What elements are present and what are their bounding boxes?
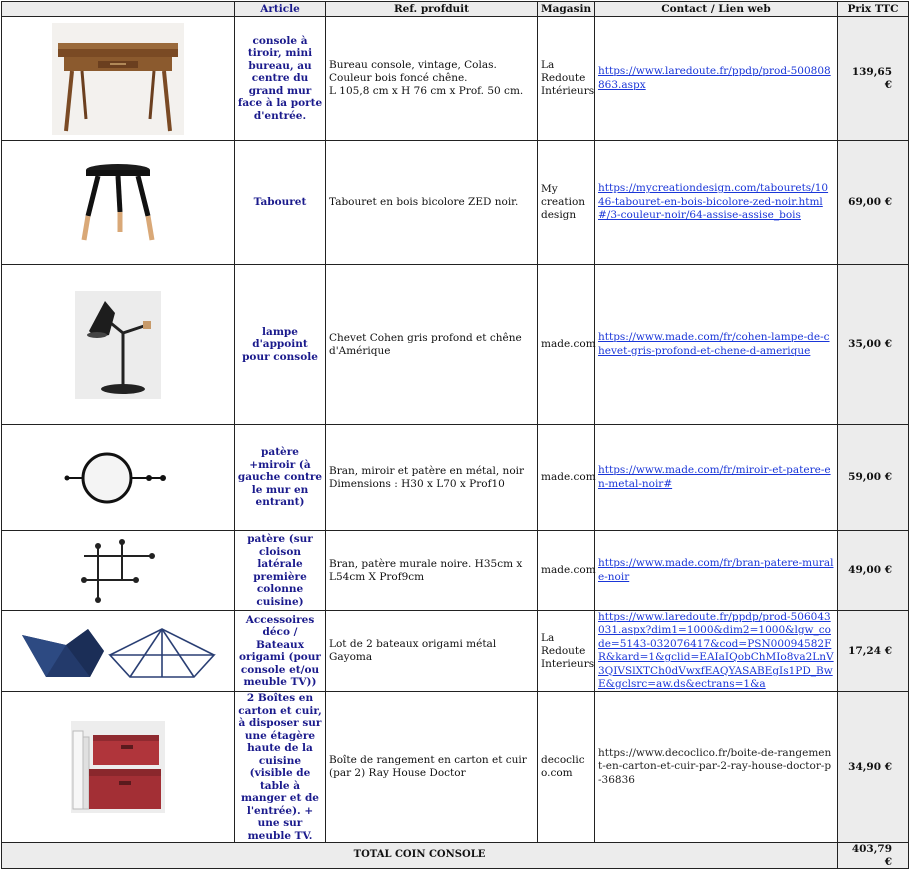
total-label: TOTAL COIN CONSOLE bbox=[2, 843, 838, 869]
header-row bbox=[2, 2, 909, 17]
link-cell bbox=[595, 692, 838, 843]
product-ref bbox=[326, 17, 538, 141]
product-link[interactable]: https://www.made.com/fr/miroir-et-patere-en-metal-noir# bbox=[598, 464, 831, 490]
link-cell bbox=[595, 17, 838, 141]
shop-name: made.com bbox=[538, 531, 595, 611]
article-label: Tabouret bbox=[235, 141, 326, 265]
link-cell bbox=[595, 425, 838, 531]
product-link[interactable]: https://www.made.com/fr/bran-patere-murale-noir bbox=[598, 557, 834, 583]
desk-lamp-icon bbox=[75, 291, 161, 399]
product-link[interactable]: https://www.made.com/fr/cohen-lampe-de-chevet-gris-profond-et-chene-d-amerique bbox=[598, 331, 830, 357]
product-image-cell bbox=[2, 265, 235, 425]
shop-name: My creation design bbox=[538, 141, 595, 265]
table-row bbox=[2, 692, 909, 843]
table-row bbox=[2, 611, 909, 692]
product-ref bbox=[326, 425, 538, 531]
article-label: patère (sur cloison latérale première colonne cuisine) bbox=[235, 531, 326, 611]
product-image-cell bbox=[2, 141, 235, 265]
table-row bbox=[2, 265, 909, 425]
price-cell: 49,00 € bbox=[838, 531, 909, 611]
article-label: patère +miroir (à gauche contre le mur en entrant) bbox=[235, 425, 326, 531]
article-label: lampe d'appoint pour console bbox=[235, 265, 326, 425]
price-cell: 35,00 € bbox=[838, 265, 909, 425]
product-image-cell bbox=[2, 611, 235, 692]
table-row bbox=[2, 425, 909, 531]
product-ref: Chevet Cohen gris profond et chêne d'Amérique bbox=[326, 265, 538, 425]
origami-boats-icon bbox=[18, 621, 218, 681]
header-image bbox=[2, 2, 235, 17]
console-desk-icon bbox=[52, 23, 184, 135]
product-link[interactable]: https://mycreationdesign.com/tabourets/1046-tabouret-en-bois-bicolore-zed-noir.html#/3-couleur-noir/64-assise-assise_bois bbox=[598, 182, 829, 222]
shop-name: made.com bbox=[538, 265, 595, 425]
product-ref-text: Bureau console, vintage, Colas. Couleur bois foncé chêne. L 105,8 cm x H 76 cm x Prof. 50 cm. bbox=[329, 59, 524, 97]
product-ref-text: Bran, miroir et patère en métal, noir Dimensions : H30 x L70 x Prof10 bbox=[329, 464, 525, 490]
shop-name: La Redoute Intérieurs bbox=[538, 17, 595, 141]
products-table bbox=[1, 1, 909, 869]
price-cell: 69,00 € bbox=[838, 141, 909, 265]
product-ref: Boîte de rangement en carton et cuir (par 2) Ray House Doctor bbox=[326, 692, 538, 843]
total-row bbox=[2, 843, 909, 869]
link-clip bbox=[598, 611, 834, 691]
price-cell: 139,65 € bbox=[838, 17, 909, 141]
product-link[interactable]: https://www.laredoute.fr/ppdp/prod-506043031.aspx?dim1=1000&dim2=1000&lgw_code=5143-032076417&cod=PSN00094582FR&kard=1&gclid=EAIaIQobChMIo8va2LnV3QIVSlXTCh0dVwxfEAQYASABEgIs1PD_BwE&gclsrc=aw.ds&ectrans=1&a bbox=[598, 611, 834, 690]
product-link-text[interactable]: https://www.decoclico.fr/boite-de-rangement-en-carton-et-cuir-par-2-ray-house-doctor-p-36836 bbox=[598, 746, 832, 786]
total-price: 403,79 € bbox=[838, 843, 909, 869]
header-shop: Magasin bbox=[538, 2, 595, 17]
article-label: Accessoires déco / Bateaux origami (pour console et/ou meuble TV)) bbox=[235, 611, 326, 692]
header-price: Prix TTC bbox=[838, 2, 909, 17]
wall-hook-icon bbox=[76, 538, 160, 604]
table-row bbox=[2, 141, 909, 265]
header-ref: Ref. profduit bbox=[326, 2, 538, 17]
header-article: Article bbox=[235, 2, 326, 17]
shop-name: La Redoute Interieurs bbox=[538, 611, 595, 692]
table-row bbox=[2, 17, 909, 141]
product-ref: Tabouret en bois bicolore ZED noir. bbox=[326, 141, 538, 265]
price-cell: 34,90 € bbox=[838, 692, 909, 843]
link-cell bbox=[595, 611, 838, 692]
shop-name: made.com bbox=[538, 425, 595, 531]
price-cell: 59,00 € bbox=[838, 425, 909, 531]
product-link[interactable]: https://www.laredoute.fr/ppdp/prod-500808863.aspx bbox=[598, 65, 831, 91]
stool-icon bbox=[78, 160, 158, 246]
product-image-cell bbox=[2, 17, 235, 141]
shop-name: decoclico.com bbox=[538, 692, 595, 843]
product-image-cell bbox=[2, 425, 235, 531]
price-cell: 17,24 € bbox=[838, 611, 909, 692]
link-cell bbox=[595, 531, 838, 611]
product-image-cell bbox=[2, 692, 235, 843]
product-image-cell bbox=[2, 531, 235, 611]
link-cell bbox=[595, 141, 838, 265]
link-cell bbox=[595, 265, 838, 425]
header-contact: Contact / Lien web bbox=[595, 2, 838, 17]
article-label: console à tiroir, mini bureau, au centre du grand mur face à la porte d'entrée. bbox=[235, 17, 326, 141]
product-ref: Bran, patère murale noire. H35cm x L54cm X Prof9cm bbox=[326, 531, 538, 611]
product-ref: Lot de 2 bateaux origami métal Gayoma bbox=[326, 611, 538, 692]
mirror-hook-icon bbox=[63, 448, 173, 508]
storage-boxes-icon bbox=[71, 721, 165, 813]
article-label: 2 Boîtes en carton et cuir, à disposer sur une étagère haute de la cuisine (visible de table à manger et de l'entrée). + une sur meuble TV. bbox=[235, 692, 326, 843]
table-row bbox=[2, 531, 909, 611]
